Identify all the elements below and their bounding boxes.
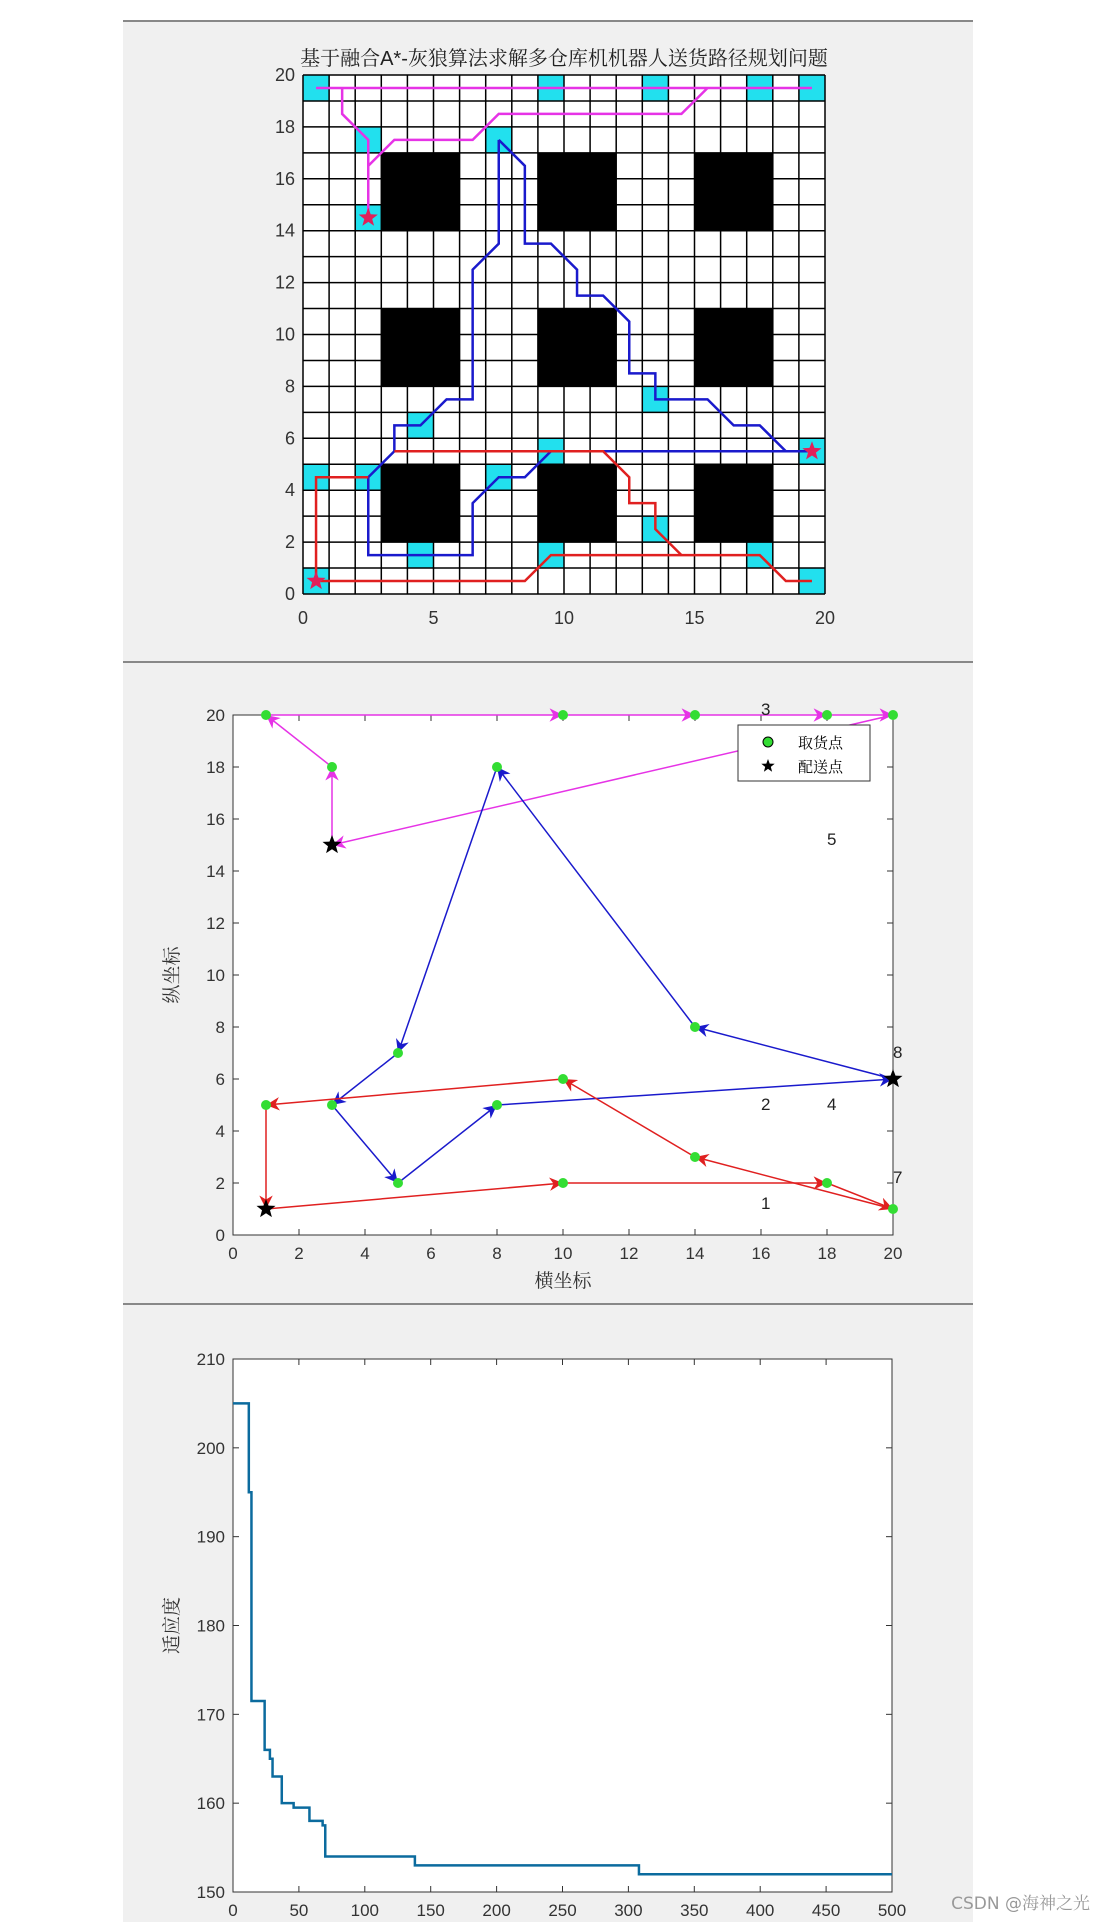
x-tick-label: 400 (746, 1901, 775, 1920)
x-tick-label: 350 (680, 1901, 709, 1920)
x-tick-label: 250 (548, 1901, 577, 1920)
x-tick-label: 6 (426, 1244, 436, 1263)
y-tick-label: 6 (215, 1070, 225, 1089)
y-tick-label: 16 (274, 168, 295, 189)
y-axis-label: 适应度 (162, 1596, 183, 1655)
y-tick-label: 10 (206, 966, 225, 985)
obstacle (695, 464, 773, 542)
x-tick-label: 0 (228, 1244, 238, 1263)
route-scatter-panel (123, 661, 973, 1304)
obstacle (695, 309, 773, 387)
y-tick-label: 2 (215, 1174, 225, 1193)
x-tick-label: 14 (685, 1244, 705, 1263)
x-tick-label: 300 (614, 1901, 643, 1920)
plot-area (233, 1359, 892, 1892)
pickup-point (690, 1022, 700, 1032)
pickup-point (261, 710, 271, 720)
pickup-point (558, 1178, 568, 1188)
pickup-point (558, 1074, 568, 1084)
x-tick-label: 150 (416, 1901, 445, 1920)
legend-delivery-label: 配送点 (798, 759, 844, 776)
y-tick-label: 200 (196, 1438, 225, 1458)
obstacle (381, 464, 459, 542)
point-label: 4 (827, 1095, 837, 1115)
y-tick-label: 6 (284, 428, 295, 449)
pickup-point (690, 1152, 700, 1162)
x-tick-label: 100 (350, 1901, 379, 1920)
y-tick-label: 210 (196, 1350, 225, 1369)
pickup-point (492, 1100, 502, 1110)
y-tick-label: 18 (206, 758, 225, 777)
point-label: 3 (761, 700, 771, 719)
y-tick-label: 180 (196, 1616, 225, 1636)
x-tick-label: 500 (877, 1901, 907, 1920)
obstacle (381, 309, 459, 387)
x-tick-label: 2 (294, 1244, 304, 1263)
pickup-point (888, 710, 898, 720)
y-tick-label: 2 (284, 532, 295, 553)
legend-pickup-label: 取货点 (798, 735, 844, 752)
point-label: 2 (761, 1095, 771, 1115)
pickup-point (690, 710, 700, 720)
path-planning-panel (123, 20, 973, 663)
pickup-point (822, 710, 832, 720)
x-tick-label: 4 (360, 1244, 370, 1263)
x-tick-label: 10 (553, 608, 575, 628)
y-axis-label: 纵坐标 (162, 946, 183, 1004)
x-tick-label: 200 (482, 1901, 511, 1920)
y-tick-label: 14 (206, 862, 225, 881)
x-tick-label: 18 (817, 1244, 837, 1263)
path-planning-chart (123, 22, 973, 663)
y-tick-label: 190 (196, 1527, 225, 1547)
point-label: 7 (893, 1168, 903, 1187)
pickup-point (327, 762, 337, 772)
y-tick-label: 160 (196, 1794, 225, 1814)
y-tick-label: 150 (196, 1883, 225, 1902)
route-scatter-chart (123, 663, 973, 1304)
y-tick-label: 10 (274, 324, 295, 345)
y-tick-label: 20 (274, 65, 295, 85)
obstacle (538, 309, 616, 387)
x-tick-label: 8 (492, 1244, 502, 1263)
x-tick-label: 20 (814, 608, 836, 628)
legend-pickup-marker (763, 737, 773, 747)
y-tick-label: 16 (206, 810, 225, 829)
y-tick-label: 8 (284, 376, 295, 397)
point-label: 1 (761, 1194, 771, 1213)
pickup-point (888, 1204, 898, 1214)
y-tick-label: 12 (206, 914, 225, 933)
x-tick-label: 16 (751, 1244, 771, 1263)
y-tick-label: 0 (215, 1226, 225, 1245)
x-tick-label: 20 (883, 1244, 903, 1263)
chart-title: 基于融合A*-灰狼算法求解多仓库机机器人送货路径规划问题 (300, 48, 828, 70)
fitness-chart (123, 1305, 973, 1922)
pickup-point (261, 1100, 271, 1110)
y-tick-label: 4 (215, 1122, 225, 1141)
y-tick-label: 170 (196, 1705, 225, 1725)
x-tick-label: 450 (811, 1901, 841, 1920)
y-tick-label: 12 (274, 272, 295, 293)
obstacle (538, 464, 616, 542)
x-tick-label: 50 (289, 1901, 309, 1920)
y-tick-label: 8 (215, 1018, 225, 1037)
x-tick-label: 0 (297, 608, 309, 628)
x-axis-label: 横坐标 (534, 1271, 592, 1292)
pickup-point (492, 762, 502, 772)
obstacle (381, 153, 459, 231)
y-tick-label: 0 (284, 584, 295, 604)
x-tick-label: 15 (684, 608, 705, 628)
x-tick-label: 10 (553, 1244, 573, 1263)
x-tick-label: 0 (228, 1901, 238, 1920)
x-tick-label: 12 (619, 1244, 639, 1263)
pickup-point (393, 1178, 403, 1188)
pickup-point (822, 1178, 832, 1188)
y-tick-label: 18 (274, 116, 295, 137)
y-tick-label: 20 (206, 706, 225, 725)
fitness-panel (123, 1303, 973, 1922)
obstacle (695, 153, 773, 231)
watermark: CSDN @海神之光 (951, 1894, 1090, 1914)
x-tick-label: 5 (428, 608, 439, 628)
pickup-point (393, 1048, 403, 1058)
pickup-point (558, 710, 568, 720)
y-tick-label: 14 (274, 220, 295, 241)
y-tick-label: 4 (284, 480, 295, 501)
obstacle (538, 153, 616, 231)
pickup-point (327, 1100, 337, 1110)
point-label: 5 (827, 830, 837, 849)
point-label: 8 (893, 1043, 903, 1063)
